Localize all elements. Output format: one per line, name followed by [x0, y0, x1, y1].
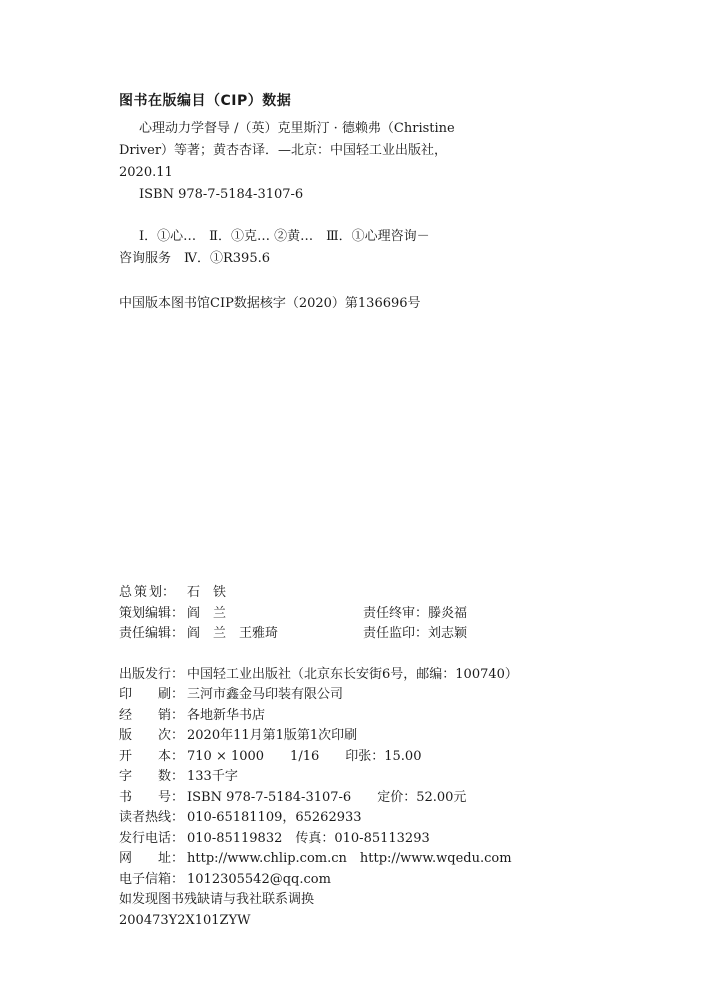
publish-row: 开 本： 710 × 1000 1/16 印张：15.00 — [119, 748, 422, 764]
publish-row: 经 销： 各地新华书店 — [119, 707, 266, 723]
spacer — [119, 206, 419, 226]
credits-block — [119, 583, 679, 931]
credit-value: 滕炎福 — [428, 605, 468, 621]
cip-line-3: 2020.11 — [119, 165, 173, 180]
print-code: 200473Y2X101ZYW — [119, 912, 251, 928]
credit-label: 责任编辑： — [119, 626, 185, 641]
credit-value: 阎 兰 王雅琦 — [187, 626, 279, 641]
credit-value: 阎 兰 — [187, 605, 227, 621]
credit-value: 石 铁 — [187, 585, 227, 600]
cip-record — [119, 118, 455, 270]
cip-heading: 图书在版编目（CIP）数据 — [119, 93, 292, 109]
credit-row-planning-editor — [119, 604, 679, 625]
publish-row: 书 号： ISBN 978-7-5184-3107-6 定价：52.00元 — [119, 789, 467, 805]
publish-row: 出版发行： 中国轻工业出版社（北京东长安街6号，邮编：100740） — [119, 666, 518, 682]
publish-row: 电子信箱： 1012305542@qq.com — [119, 871, 331, 887]
publish-row: 字 数： 133千字 — [119, 769, 238, 784]
credit-label: 责任终审： — [363, 605, 429, 621]
publish-row: 发行电话： 010-85119832 传真：010-85113293 — [119, 830, 430, 846]
cip-classification-1: Ⅰ．①心… Ⅱ．①克… ②黄… Ⅲ．①心理咨询－ — [139, 229, 430, 244]
cip-isbn: ISBN 978-7-5184-3107-6 — [139, 187, 304, 202]
credit-label: 总 策 划： — [119, 585, 175, 600]
credit-label: 策划编辑： — [119, 605, 185, 621]
cip-classification-2: 咨询服务 Ⅳ．①R395.6 — [119, 251, 270, 266]
cip-line-1: 心理动力学督导 /（英）克里斯汀 · 德赖弗（Christine — [139, 121, 455, 136]
cip-line-2: Driver）等著；黄杏杏译．—北京：中国轻工业出版社， — [119, 143, 448, 158]
publish-row: 版 次： 2020年11月第1版第1次印刷 — [119, 728, 358, 743]
credit-value: 刘志颖 — [428, 626, 468, 641]
spacer — [119, 645, 679, 665]
publish-row: 网 址： http://www.chlip.com.cn http://www.wqedu.com — [119, 851, 512, 866]
credit-row-chief-planner — [119, 583, 679, 604]
credit-label: 责任监印： — [363, 626, 429, 641]
replacement-notice: 如发现图书残缺请与我社联系调换 — [119, 892, 315, 907]
publish-row: 印 刷： 三河市鑫金马印装有限公司 — [119, 687, 344, 702]
cip-data-number: 中国版本图书馆CIP数据核字（2020）第136696号 — [119, 296, 421, 311]
credit-row-responsible-editor — [119, 624, 679, 645]
publish-row: 读者热线： 010-65181109，65262933 — [119, 810, 362, 825]
